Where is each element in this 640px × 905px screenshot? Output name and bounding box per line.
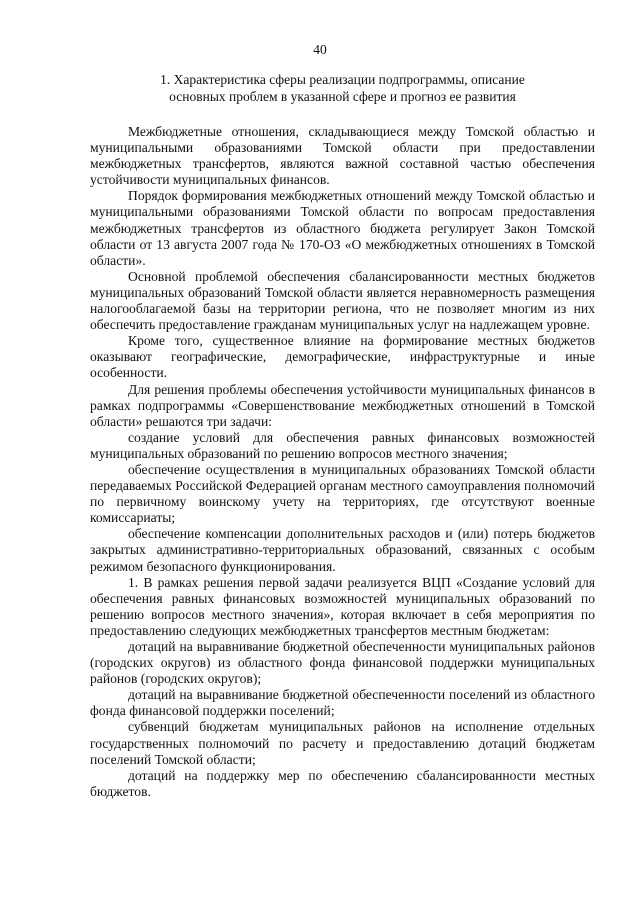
list-item: дотаций на поддержку мер по обеспечению сбалансированности местных бюджетов. [90,767,595,799]
section-heading-line: 1. Характеристика сферы реализации подпрограммы, описание [160,72,525,87]
paragraph: Основной проблемой обеспечения сбалансированности местных бюджетов муниципальных образований Томской области является неравномерность размещения налогооблагаемой базы на территории региона, что не позволяет многим из них обеспечить предоставление гражданам муниципальных услуг на надлежащем уровне. [90,268,595,333]
list-item: дотаций на выравнивание бюджетной обеспеченности поселений из областного фонда финансовой поддержки поселений; [90,687,595,719]
section-heading [90,72,595,105]
paragraph: 1. В рамках решения первой задачи реализуется ВЦП «Создание условий для обеспечения равных финансовых возможностей муниципальных образований по решению вопросов местного значения», которая включает в себя мероприятия по предоставлению следующих межбюджетных трансфертов местным бюджетам: [90,574,595,638]
paragraph: Порядок формирования межбюджетных отношений между Томской областью и муниципальными образованиями Томской области по вопросам предоставления межбюджетных трансфертов из областного бюджета регулирует Закон Томской области от 13 августа 2007 года № 170-ОЗ «О межбюджетных отношениях в Томской области». [90,188,595,268]
body-text [90,124,595,800]
paragraph: Межбюджетные отношения, складывающиеся между Томской областью и муниципальными образованиями Томской области при предоставлении межбюджетных трансфертов, являются важной составной частью обеспечения устойчивости муниципальных финансов. [90,124,595,188]
list-item: создание условий для обеспечения равных финансовых возможностей муниципальных образований по решению вопросов местного значения; [90,429,595,461]
list-item: субвенций бюджетам муниципальных районов на исполнение отдельных государственных полномочий по расчету и предоставлению дотаций бюджетам поселений Томской области; [90,719,595,767]
list-item: обеспечение компенсации дополнительных расходов и (или) потерь бюджетов закрытых административно-территориальных образований, связанных с особым режимом безопасного функционирования. [90,526,595,574]
paragraph: Для решения проблемы обеспечения устойчивости муниципальных финансов в рамках подпрограммы «Совершенствование межбюджетных отношений в Томской области» решаются три задачи: [90,381,595,429]
list-item: дотаций на выравнивание бюджетной обеспеченности муниципальных районов (городских округов) из областного фонда финансовой поддержки муниципальных районов (городских округов); [90,639,595,687]
page-number: 40 [313,42,327,57]
section-heading-line: основных проблем в указанной сфере и прогноз ее развития [169,88,516,104]
paragraph: Кроме того, существенное влияние на формирование местных бюджетов оказывают географические, демографические, инфраструктурные и иные особенности. [90,333,595,381]
list-item: обеспечение осуществления в муниципальных образованиях Томской области передаваемых Российской Федерацией органам местного самоуправления полномочий по первичному воинскому учету на территориях, где отсутствуют военные комиссариаты; [90,461,595,526]
